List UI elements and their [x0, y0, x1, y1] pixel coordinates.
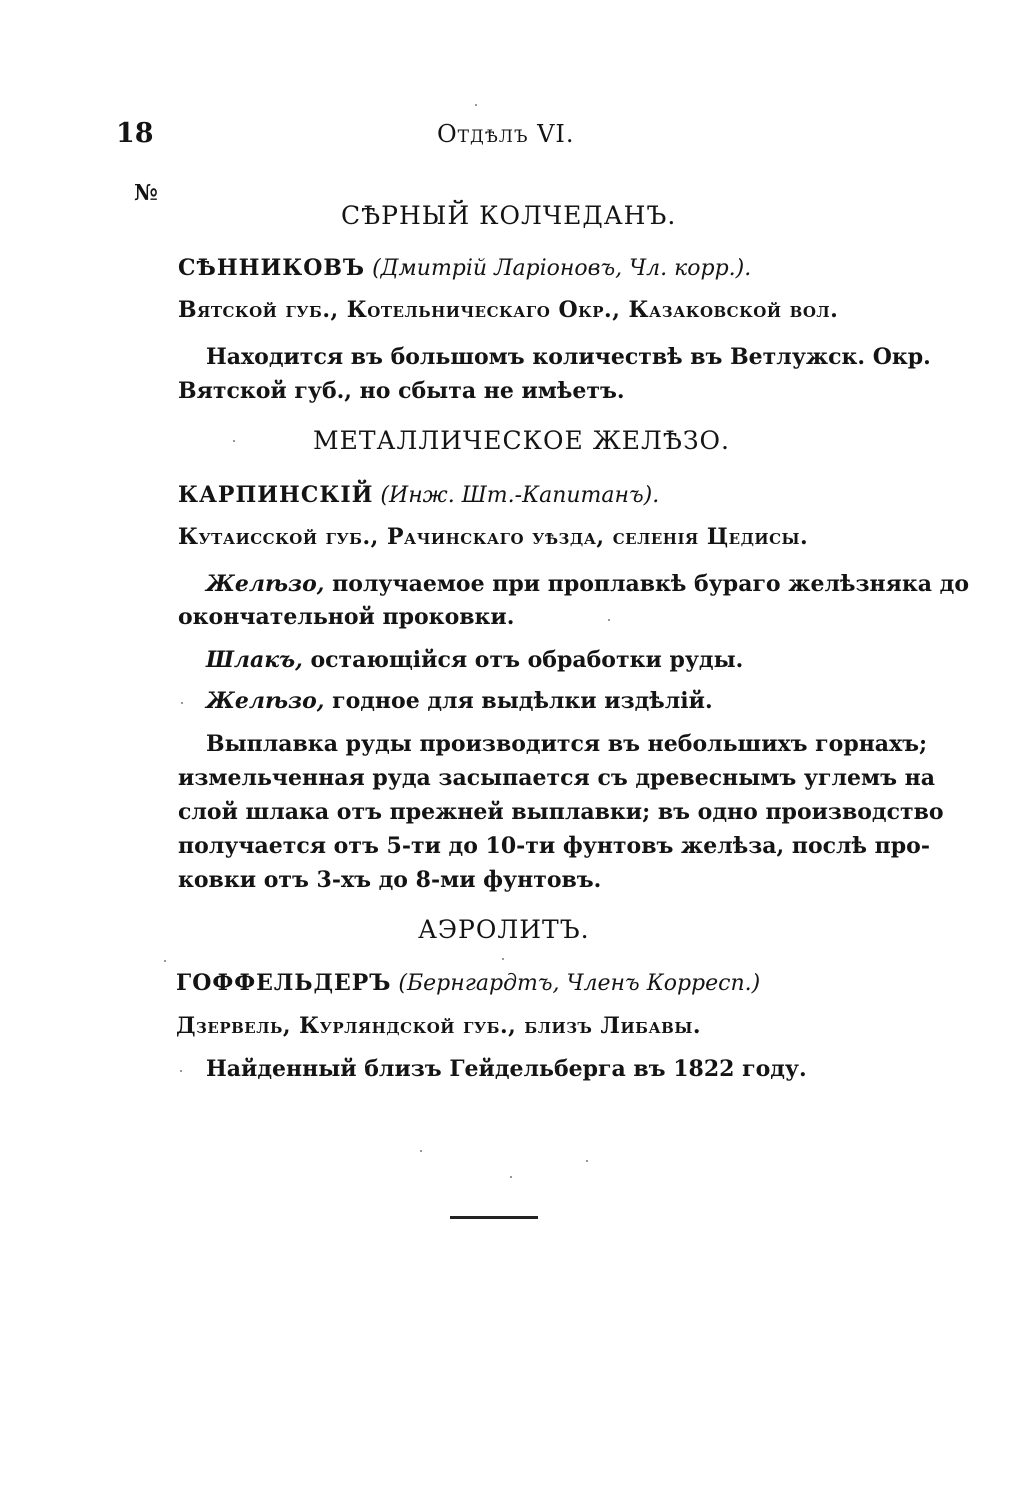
- section-heading-aerolite: АЭРОЛИТЪ.: [418, 915, 590, 944]
- process-paragraph-line: Выплавка руды производится въ небольшихъ горнахъ;: [206, 731, 928, 757]
- description-line: Вятской губ., но сбыта не имѣетъ.: [178, 378, 625, 404]
- contributor-line: [178, 482, 659, 508]
- specimen-name: Желѣзо,: [206, 688, 325, 714]
- scan-speck: [608, 619, 610, 621]
- contributor-name: ГОФФЕЛЬДЕРЪ: [176, 970, 392, 996]
- contributor-title: (Дмитрій Ларіоновъ, Чл. корр.).: [372, 256, 752, 281]
- scan-speck: [420, 1150, 422, 1152]
- process-paragraph-line: получается отъ 5-ти до 10-ти фунтовъ желѣза, послѣ про-: [178, 833, 930, 859]
- specimen-name: Желѣзо,: [206, 571, 325, 597]
- specimen-text: остающійся отъ обработки руды.: [302, 647, 744, 673]
- contributor-title: (Инж. Шт.-Капитанъ).: [380, 483, 660, 508]
- contributor-line: [178, 255, 751, 281]
- scan-speck: [233, 440, 235, 442]
- specimen-name: Шлакъ,: [206, 647, 303, 673]
- description-line: Найденный близъ Гейдельберга въ 1822 году.: [206, 1056, 807, 1082]
- scan-speck: [510, 1176, 512, 1178]
- description-line: Находится въ большомъ количествѣ въ Ветлужск. Окр.: [206, 344, 931, 370]
- scan-speck: [180, 1070, 182, 1072]
- page-number: 18: [116, 118, 154, 149]
- contributor-name: КАРПИНСКІЙ: [178, 482, 374, 508]
- contributor-title: (Бернгардтъ, Членъ Корресп.): [398, 971, 761, 996]
- section-heading-metallic-iron: МЕТАЛЛИЧЕСКОЕ ЖЕЛѢЗО.: [313, 426, 730, 455]
- contributor-line: [176, 970, 760, 996]
- specimen-item: [206, 567, 969, 601]
- number-column-mark: №: [134, 180, 158, 206]
- location-line: Дзервель, Курляндской губ., близъ Либавы.: [176, 1013, 702, 1039]
- location-line: Кутаисской губ., Рачинскаго уѣзда, селенія Цедисы.: [178, 524, 809, 550]
- contributor-name: СѢННИКОВЪ: [178, 255, 366, 281]
- specimen-item: [206, 643, 743, 677]
- running-head: Отдѣлъ VI.: [437, 120, 575, 148]
- scan-speck: [181, 702, 183, 704]
- process-paragraph-line: измельченная руда засыпается съ древеснымъ углемъ на: [178, 765, 935, 791]
- process-paragraph-line: ковки отъ 3-хъ до 8-ми фунтовъ.: [178, 867, 602, 893]
- specimen-text: годное для выдѣлки издѣлій.: [324, 688, 713, 714]
- scan-speck: [502, 958, 504, 960]
- section-heading-pyrite: СѢРНЫЙ КОЛЧЕДАНЪ.: [341, 201, 677, 230]
- scan-speck: [586, 1160, 588, 1162]
- location-line: Вятской губ., Котельническаго Окр., Казаковской вол.: [178, 297, 839, 323]
- scan-speck: [475, 104, 477, 106]
- specimen-item: [206, 684, 713, 718]
- specimen-text-continued: окончательной проковки.: [178, 604, 515, 630]
- process-paragraph-line: слой шлака отъ прежней выплавки; въ одно производство: [178, 799, 944, 825]
- scan-speck: [164, 960, 166, 962]
- specimen-text: получаемое при проплавкѣ бураго желѣзняка до: [324, 571, 969, 597]
- end-rule: [450, 1216, 538, 1219]
